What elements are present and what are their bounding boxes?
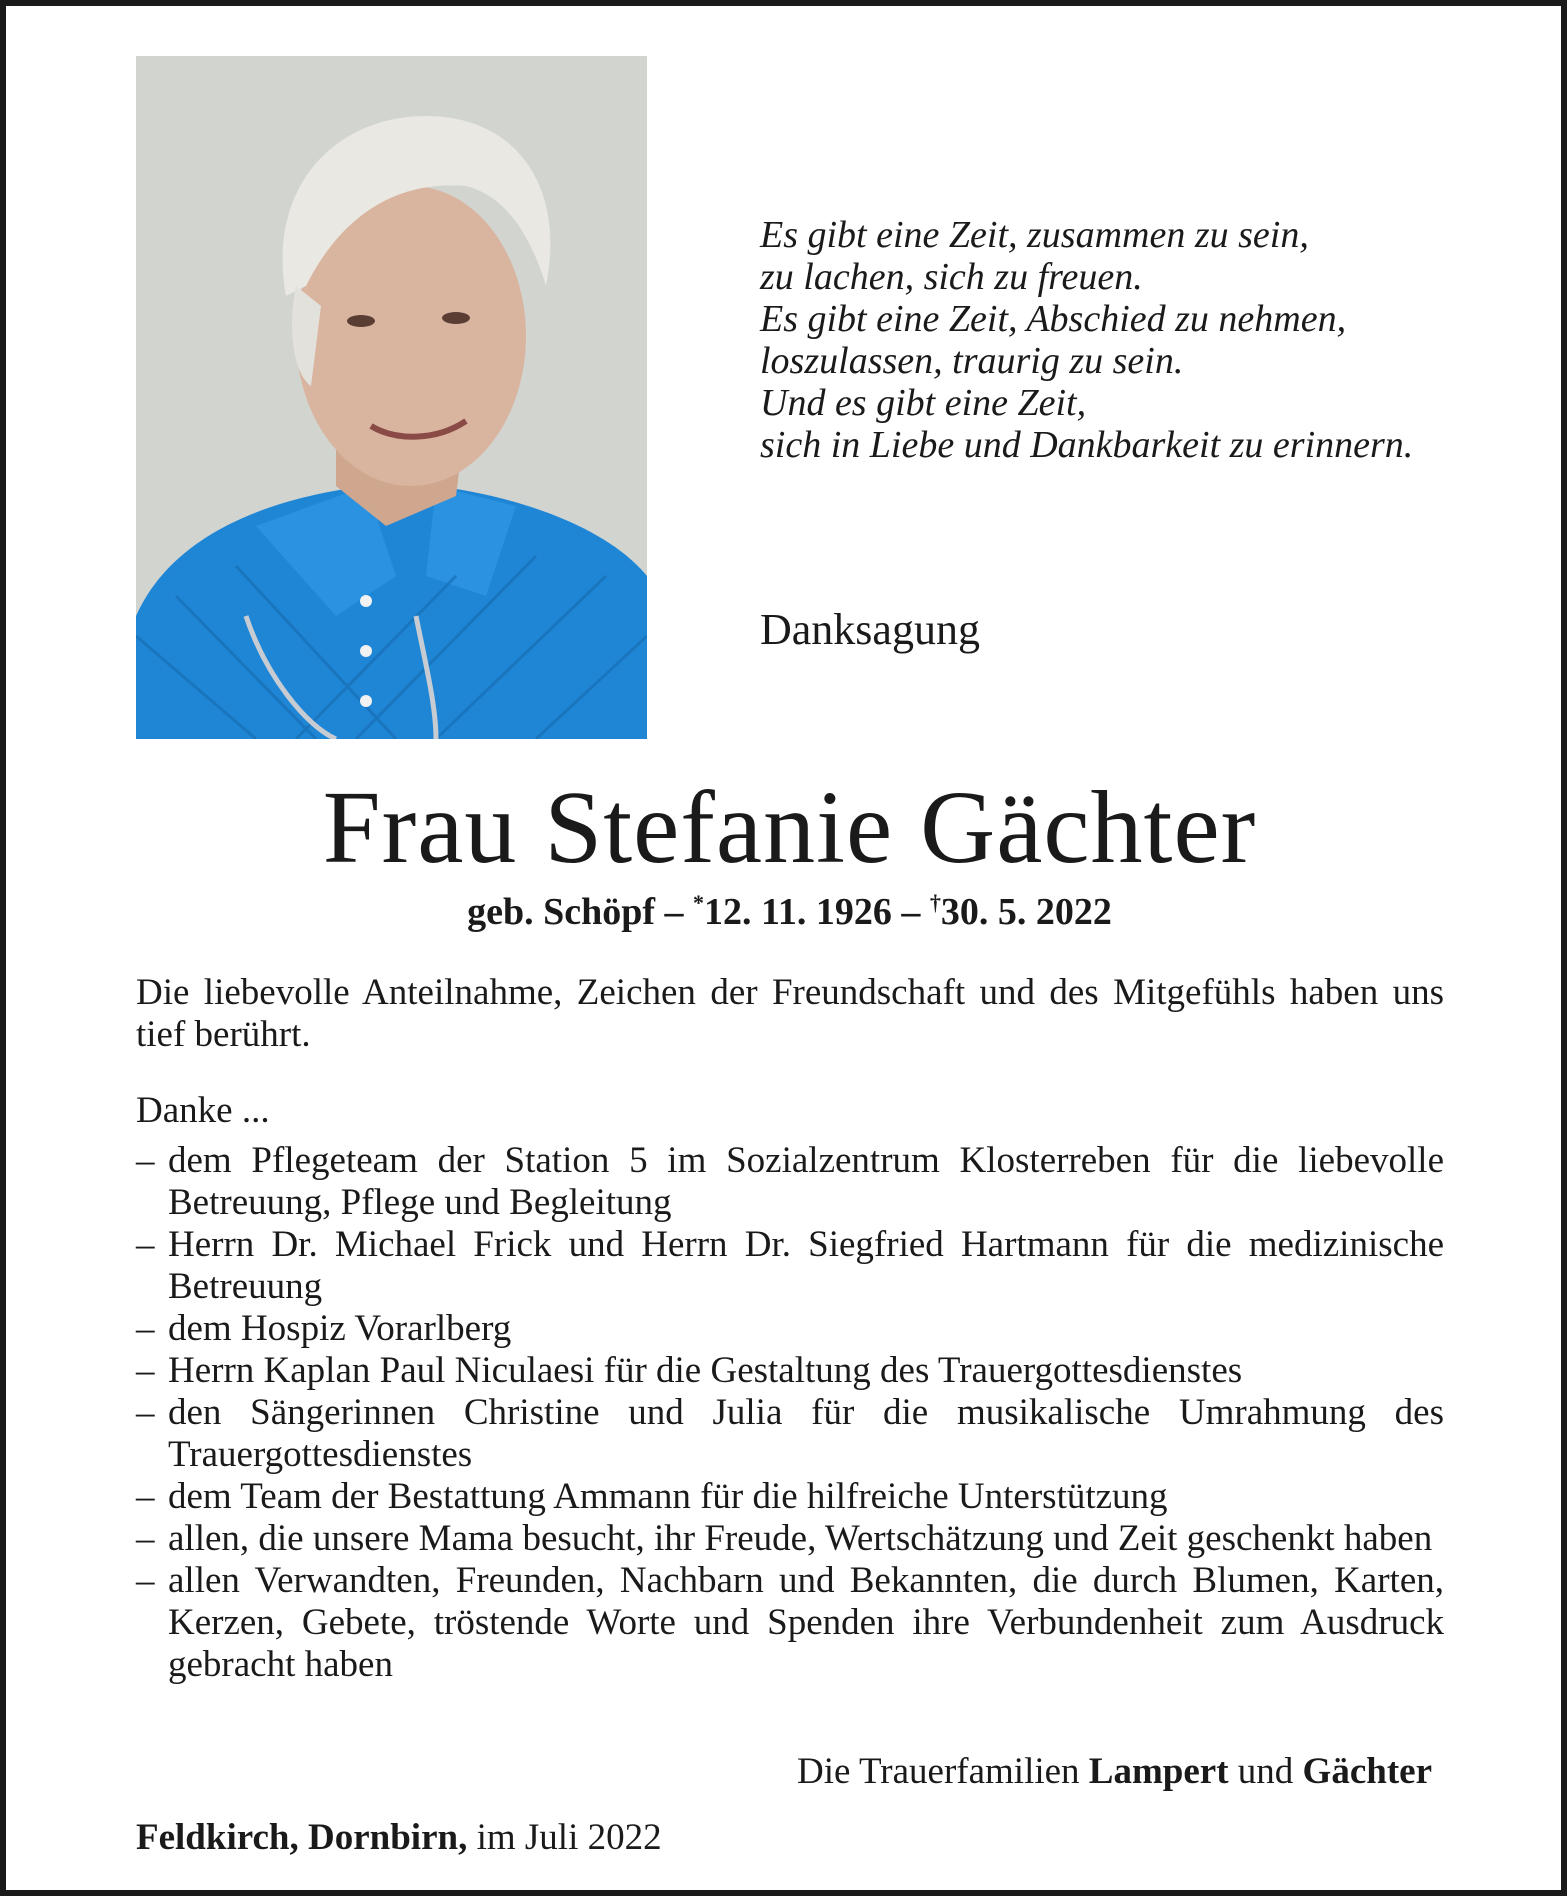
place-date-text: im Juli 2022 <box>476 1817 662 1858</box>
signature-prefix: Die Trauerfamilien <box>796 1751 1080 1792</box>
heading: Danksagung <box>760 605 980 654</box>
signature-conjunction: und <box>1228 1751 1294 1792</box>
list-item <box>136 1392 1444 1476</box>
list-item-text: allen, die unsere Mama besucht, ihr Freude, Wertschätzung und Zeit geschenkt haben <box>168 1518 1433 1559</box>
poem-line: loszulassen, traurig zu sein. <box>760 340 1184 382</box>
list-item-text: dem Hospiz Vorarlberg <box>168 1308 512 1349</box>
list-item <box>136 1308 1444 1350</box>
portrait-icon <box>136 56 647 739</box>
birth-symbol: * <box>693 890 704 915</box>
list-item <box>136 1140 1444 1224</box>
death-date: 30. 5. 2022 <box>940 891 1112 933</box>
family-name: Gächter <box>1302 1751 1432 1792</box>
list-item-text: allen Verwandten, Freunden, Nachbarn und Bekannten, die durch Blumen, Karten, Kerzen, Gebete, tröstende Worte und Spenden ihre Verbundenheit zum Ausdruck gebracht haben <box>168 1560 1444 1685</box>
dash: – <box>136 1560 155 1601</box>
list-item-text: Herrn Kaplan Paul Niculaesi für die Gestaltung des Trauergottesdienstes <box>168 1350 1243 1391</box>
poem-line: Es gibt eine Zeit, zusammen zu sein, <box>760 214 1309 256</box>
poem-line: zu lachen, sich zu freuen. <box>760 256 1143 298</box>
dash: – <box>136 1140 155 1181</box>
separator: – <box>664 891 684 933</box>
life-dates <box>6 890 1567 934</box>
list-item-text: dem Pflegeteam der Station 5 im Sozialzentrum Klosterreben für die liebevolle Betreuung, Pflege und Begleitung <box>168 1140 1444 1223</box>
dash: – <box>136 1518 155 1559</box>
poem <box>760 214 1520 466</box>
poem-line: sich in Liebe und Dankbarkeit zu erinnern. <box>760 424 1414 466</box>
poem-line: Es gibt eine Zeit, Abschied zu nehmen, <box>760 298 1347 340</box>
thanks-list <box>136 1140 1444 1686</box>
dash: – <box>136 1392 155 1433</box>
list-item <box>136 1518 1444 1560</box>
list-item <box>136 1560 1444 1686</box>
birth-date: 12. 11. 1926 <box>704 891 892 933</box>
place-date <box>136 1816 662 1859</box>
deceased-name: Frau Stefanie Gächter <box>322 770 1257 885</box>
family-name: Lampert <box>1088 1751 1229 1792</box>
list-item <box>136 1476 1444 1518</box>
separator: – <box>901 891 921 933</box>
portrait-photo <box>136 56 647 739</box>
dash: – <box>136 1308 155 1349</box>
dash: – <box>136 1350 155 1391</box>
poem-line: Und es gibt eine Zeit, <box>760 382 1087 424</box>
list-item-text: dem Team der Bestattung Ammann für die hilfreiche Unterstützung <box>168 1476 1168 1517</box>
death-symbol: † <box>929 890 941 915</box>
birth-name: geb. Schöpf <box>467 891 655 933</box>
list-item-text: Herrn Dr. Michael Frick und Herrn Dr. Siegfried Hartmann für die medizinische Betreuung <box>168 1224 1444 1307</box>
signature <box>797 1750 1432 1793</box>
thanks-heading: Danke ... <box>136 1090 270 1131</box>
dash: – <box>136 1224 155 1265</box>
list-item-text: den Sängerinnen Christine und Julia für die musikalische Umrahmung des Trauergottesdienstes <box>168 1392 1444 1475</box>
dash: – <box>136 1476 155 1517</box>
list-item <box>136 1224 1444 1308</box>
intro-text: Die liebevolle Anteilnahme, Zeichen der Freundschaft und des Mitgefühls haben uns tief berührt. <box>136 972 1444 1055</box>
place-cities: Feldkirch, Dornbirn, <box>136 1817 468 1858</box>
list-item <box>136 1350 1444 1392</box>
